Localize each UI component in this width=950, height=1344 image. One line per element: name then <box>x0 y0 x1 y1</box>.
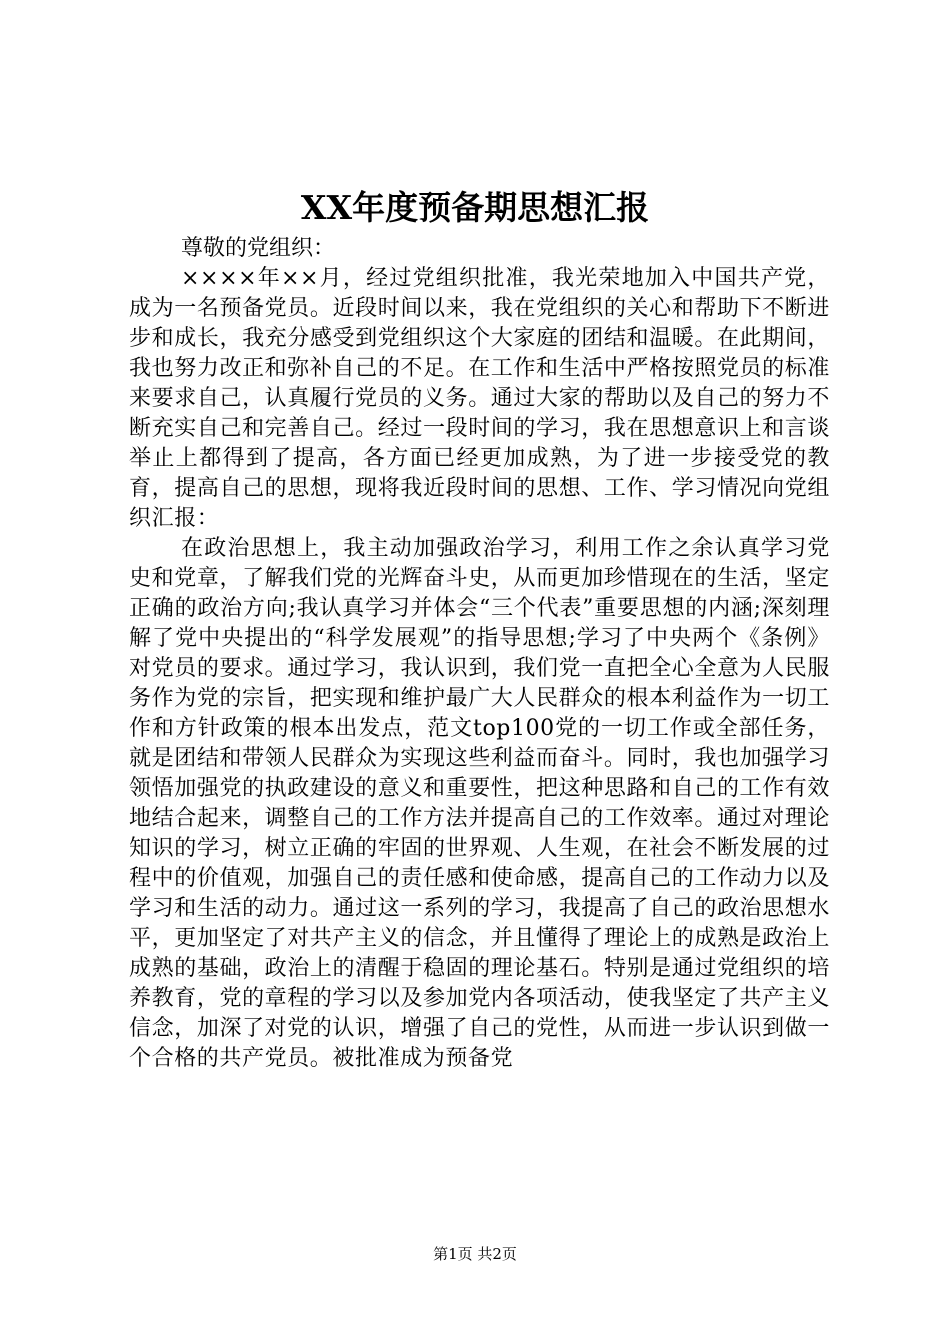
paragraph-1: ××××年××月，经过党组织批准，我光荣地加入中国共产党，成为一名预备党员。近段时间以来，我在党组织的关心和帮助下不断进步和成长，我充分感受到党组织这个大家庭的团结和温暖。在此期间，我也努力改正和弥补自己的不足。在工作和生活中严格按照党员的标准来要求自己，认真履行党员的义务。通过大家的帮助以及自己的努力不断充实自己和完善自己。经过一段时间的学习，我在思想意识上和言谈举止上都得到了提高，各方面已经更加成熟，为了进一步接受党的教育，提高自己的思想，现将我近段时间的思想、工作、学习情况向党组织汇报： <box>129 266 830 531</box>
document-title: XX年度预备期思想汇报 <box>300 188 650 227</box>
document-body <box>129 234 830 1074</box>
paragraph-2: 在政治思想上，我主动加强政治学习，利用工作之余认真学习党史和党章，了解我们党的光辉奋斗史，从而更加珍惜现在的生活，坚定正确的政治方向;我认真学习并体会“三个代表”重要思想的内涵;深刻理解了党中央提出的“科学发展观”的指导思想;学习了中央两个《条例》对党员的要求。通过学习，我认识到，我们党一直把全心全意为人民服务作为党的宗旨，把实现和维护最广大人民群众的根本利益作为一切工作和方针政策的根本出发点，范文top100党的一切工作或全部任务，就是团结和带领人民群众为实现这些利益而奋斗。同时，我也加强学习领悟加强党的执政建设的意义和重要性，把这种思路和自己的工作有效地结合起来，调整自己的工作方法并提高自己的工作效率。通过对理论知识的学习，树立正确的牢固的世界观、人生观，在社会不断发展的过程中的价值观，加强自己的责任感和使命感，提高自己的工作动力以及学习和生活的动力。通过这一系列的学习，我提高了自己的政治思想水平，更加坚定了对共产主义的信念，并且懂得了理论上的成熟是政治上成熟的基础，政治上的清醒于稳固的理论基石。特别是通过党组织的培养教育，党的章程的学习以及参加党内各项活动，使我坚定了共产主义信念，加深了对党的认识，增强了自己的党性，从而进一步认识到做一个合格的共产党员。被批准成为预备党 <box>129 536 830 1071</box>
page-number-footer: 第1页 共2页 <box>433 1245 517 1263</box>
salutation: 尊敬的党组织： <box>181 236 336 261</box>
